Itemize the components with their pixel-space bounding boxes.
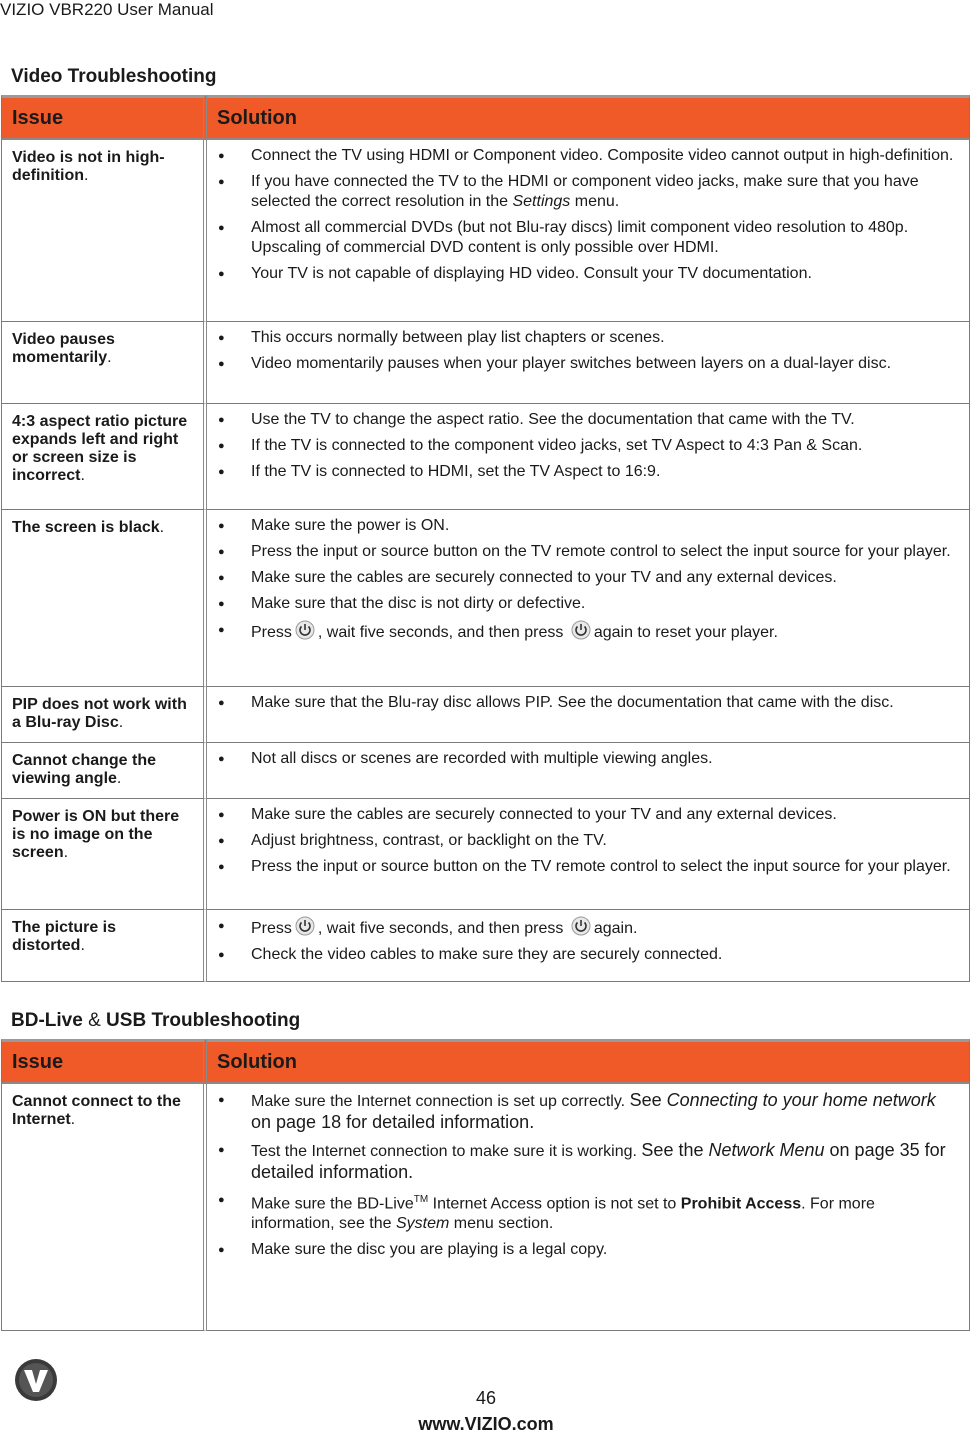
solution-cell [207, 910, 970, 982]
table-row [1, 140, 970, 322]
table-row [1, 1084, 970, 1331]
table-row [1, 743, 970, 799]
solution-item: ● Make sure the power is ON. [207, 516, 959, 536]
solution-item: ● Test the Internet connection to make sure it is working. See the Network Menu on page 35 for detailed information. [207, 1140, 959, 1184]
issue-cell: The screen is black. [1, 510, 207, 687]
solution-item: ● Almost all commercial DVDs (but not Blu-ray discs) limit component video resolution to 480p. Upscaling of commercial DVD content is only possible over HDMI. [207, 218, 959, 258]
issue-column-header: Issue [1, 1039, 207, 1084]
footer-url: www.VIZIO.com [418, 1414, 554, 1434]
solution-item: ● Make sure the cables are securely connected to your TV and any external devices. [207, 568, 959, 588]
power-icon [295, 916, 315, 936]
solution-item: ● Press , wait five seconds, and then press again. [207, 916, 959, 939]
solution-item: ● Make sure the BD-Live™ Internet Access option is not set to Prohibit Access. For more information, see the System menu section. [207, 1190, 959, 1234]
solution-item: ● Press the input or source button on the TV remote control to select the input source for your player. [207, 542, 959, 562]
solution-item: ● Your TV is not capable of displaying HD video. Consult your TV documentation. [207, 264, 959, 284]
solution-item: ● Make sure the Internet connection is set up correctly. See Connecting to your home network on page 18 for detailed information. [207, 1090, 959, 1134]
table-row [1, 404, 970, 510]
solution-item: ● Check the video cables to make sure they are securely connected. [207, 945, 959, 965]
solution-item: ● Make sure that the disc is not dirty or defective. [207, 594, 959, 614]
solution-item: ● Press , wait five seconds, and then press again to reset your player. [207, 620, 959, 643]
table-row [1, 910, 970, 982]
solution-cell [207, 1084, 970, 1331]
solution-cell [207, 140, 970, 322]
video-troubleshooting-table [1, 95, 970, 982]
solution-cell [207, 510, 970, 687]
power-icon [571, 620, 591, 640]
issue-cell: PIP does not work with a Blu-ray Disc. [1, 687, 207, 743]
solution-item: ● Video momentarily pauses when your player switches between layers on a dual-layer disc. [207, 354, 959, 374]
solution-item: ● Adjust brightness, contrast, or backlight on the TV. [207, 831, 959, 851]
solution-item: ● Make sure the disc you are playing is a legal copy. [207, 1240, 959, 1260]
table-row [1, 322, 970, 404]
solution-item: ● If the TV is connected to the component video jacks, set TV Aspect to 4:3 Pan & Scan. [207, 436, 959, 456]
issue-cell: Power is ON but there is no image on the screen. [1, 799, 207, 910]
solution-column-header: Solution [207, 95, 970, 140]
bd-troubleshooting-table [1, 1039, 970, 1331]
power-icon [295, 620, 315, 640]
issue-cell: The picture is distorted. [1, 910, 207, 982]
issue-cell: Video is not in high-definition. [1, 140, 207, 322]
solution-item: ● Use the TV to change the aspect ratio. See the documentation that came with the TV. [207, 410, 959, 430]
issue-column-header: Issue [1, 95, 207, 140]
page-number: 46 [475, 1388, 497, 1408]
manual-header: VIZIO VBR220 User Manual [0, 0, 214, 19]
solution-item: ● Make sure that the Blu-ray disc allows PIP. See the documentation that came with the disc. [207, 693, 959, 713]
issue-cell: Cannot connect to the Internet. [1, 1084, 207, 1331]
solution-item: ● Press the input or source button on the TV remote control to select the input source for your player. [207, 857, 959, 877]
power-icon [571, 916, 591, 936]
table-row [1, 799, 970, 910]
solution-cell [207, 322, 970, 404]
issue-cell: Cannot change the viewing angle. [1, 743, 207, 799]
solution-cell [207, 743, 970, 799]
issue-cell: Video pauses momentarily. [1, 322, 207, 404]
solution-item: ● If the TV is connected to HDMI, set the TV Aspect to 16:9. [207, 462, 959, 482]
issue-cell: 4:3 aspect ratio picture expands left and right or screen size is incorrect. [1, 404, 207, 510]
solution-item: ● If you have connected the TV to the HDMI or component video jacks, make sure that you have selected the correct resolution in the Settings menu. [207, 172, 959, 212]
bd-section-title: BD-Live & USB Troubleshooting [11, 1010, 301, 1031]
solution-item: ● Make sure the cables are securely connected to your TV and any external devices. [207, 805, 959, 825]
solution-item: ● Not all discs or scenes are recorded with multiple viewing angles. [207, 749, 959, 769]
solution-item: ● This occurs normally between play list chapters or scenes. [207, 328, 959, 348]
solution-cell [207, 799, 970, 910]
solution-item: ● Connect the TV using HDMI or Component video. Composite video cannot output in high-definition. [207, 146, 959, 166]
video-section-title: Video Troubleshooting [11, 66, 217, 87]
solution-cell [207, 404, 970, 510]
table-row [1, 510, 970, 687]
solution-column-header: Solution [207, 1039, 970, 1084]
solution-cell [207, 687, 970, 743]
table-row [1, 687, 970, 743]
